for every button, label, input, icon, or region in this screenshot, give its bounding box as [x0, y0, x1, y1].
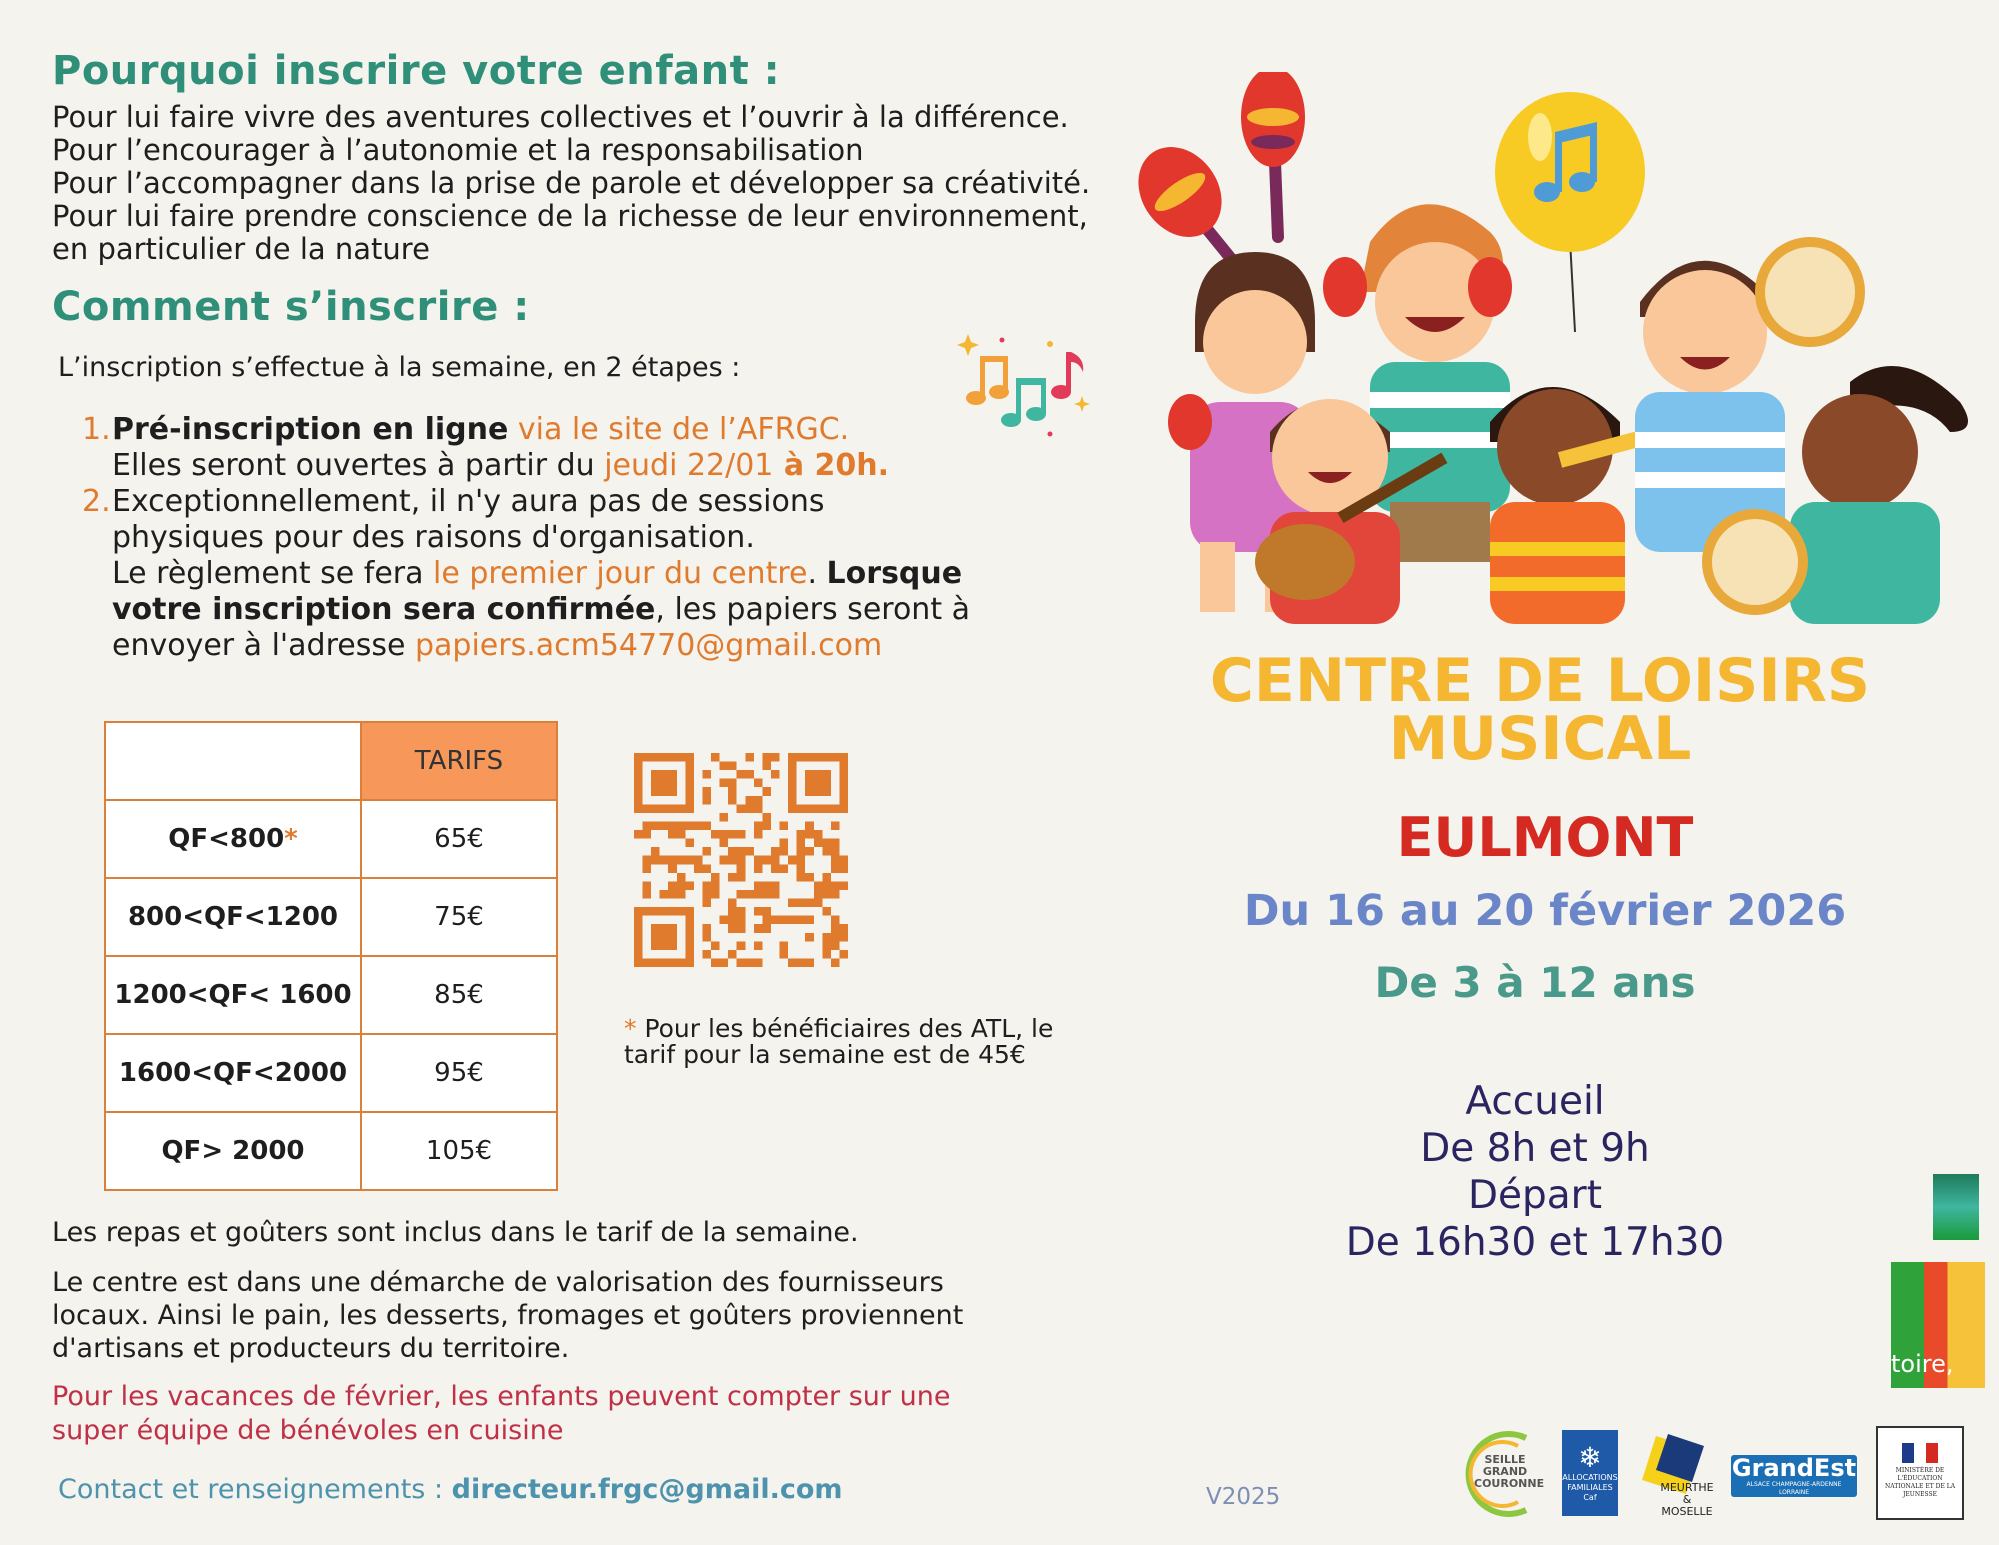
- grand-est-text: GrandEst: [1731, 1454, 1857, 1482]
- meurthe-moselle-logo: [1638, 1424, 1714, 1518]
- contact-email-link[interactable]: directeur.frgc@gmail.com: [451, 1474, 843, 1505]
- step-2-text: Le règlement se fera: [112, 556, 434, 591]
- ministere-logo: [1876, 1426, 1964, 1520]
- schedule-line: De 16h30 et 17h30: [1345, 1220, 1725, 1265]
- title-line: CENTRE DE LOISIRS: [1209, 646, 1871, 716]
- table-row: [105, 1112, 557, 1190]
- local-line: locaux. Ainsi le pain, les desserts, fromages et goûters proviennent: [52, 1300, 964, 1331]
- volunteers-line: super équipe de bénévoles en cuisine: [52, 1415, 564, 1446]
- version-label: V2025: [1206, 1484, 1281, 1510]
- seille-grand-couronne-logo: [1456, 1428, 1545, 1520]
- how-intro: L’inscription s’effectue à la semaine, en 2 étapes :: [58, 352, 741, 383]
- step-2-text: , les papiers seront à: [655, 592, 970, 627]
- qf-label: QF> 2000: [105, 1112, 361, 1190]
- opening-time: à 20h.: [773, 448, 890, 483]
- schedule: [1150, 1078, 1920, 1266]
- edge-decoration: [1891, 1262, 1985, 1388]
- french-flag-icon: [1902, 1443, 1938, 1463]
- qf-label: QF<800: [168, 824, 285, 854]
- contact: [58, 1474, 843, 1505]
- papers-email-link[interactable]: papiers.acm54770@gmail.com: [414, 628, 883, 663]
- step-2-line: Exceptionnellement, il n'y aura pas de sessions: [112, 484, 825, 519]
- tarifs-table: [104, 721, 558, 1191]
- qf-star: *: [284, 824, 298, 854]
- grand-est-logo: [1731, 1455, 1857, 1497]
- qf-label: 1200<QF< 1600: [105, 956, 361, 1034]
- contact-label: Contact et renseignements :: [58, 1474, 452, 1505]
- why-line: Pour lui faire vivre des aventures collectives et l’ouvrir à la différence.: [52, 100, 1069, 134]
- schedule-line: De 8h et 9h: [1420, 1126, 1650, 1171]
- price: 75€: [361, 878, 557, 956]
- opening-date: jeudi 22/01: [604, 448, 774, 483]
- maracas-icon: [1130, 72, 1305, 282]
- local-text: [52, 1266, 963, 1365]
- qr-code-icon[interactable]: [634, 753, 848, 967]
- why-list: [52, 101, 1090, 266]
- children-music-illustration: [1130, 72, 1990, 624]
- why-line: en particulier de la nature: [52, 232, 430, 266]
- volunteers-line: Pour les vacances de février, les enfants peuvent compter sur une: [52, 1381, 951, 1412]
- seille-text: SEILLE GRAND COURONNE: [1474, 1453, 1545, 1490]
- step-2-bold: votre inscription sera confirmée: [112, 592, 656, 627]
- music-notes-icon: [950, 326, 1100, 441]
- step-2: [82, 484, 970, 664]
- note-text: tarif pour la semaine est de 45€: [624, 1040, 1026, 1069]
- dates: Du 16 au 20 février 2026: [1243, 886, 1847, 936]
- ministere-text: MINISTÈRE DE L'ÉDUCATION NATIONALE ET DE LA JEUNESSE: [1884, 1467, 1956, 1498]
- qf-label: 800<QF<1200: [105, 878, 361, 956]
- qf-label: 1600<QF<2000: [105, 1034, 361, 1112]
- step-1-title: Pré-inscription en ligne: [112, 412, 509, 447]
- grand-est-subtext: ALSACE CHAMPAGNE-ARDENNE LORRAINE: [1746, 1481, 1842, 1496]
- step-2-text: .: [807, 556, 827, 591]
- price: 65€: [361, 800, 557, 878]
- snowflake-icon: ❄: [1578, 1441, 1602, 1474]
- afrgc-site-link[interactable]: via le site de l’AFRGC.: [508, 412, 850, 447]
- title-line: MUSICAL: [1388, 704, 1692, 774]
- meals-text: Les repas et goûters sont inclus dans le tarif de la semaine.: [52, 1217, 859, 1248]
- table-row: [105, 956, 557, 1034]
- table-row: [105, 1034, 557, 1112]
- step-2-text: envoyer à l'adresse: [112, 628, 415, 663]
- balloon-icon: [1495, 92, 1645, 332]
- note-star: *: [624, 1014, 637, 1043]
- how-title: Comment s’inscrire :: [52, 284, 530, 330]
- schedule-line: Départ: [1467, 1173, 1602, 1218]
- table-row: [105, 878, 557, 956]
- step-number: 2.: [82, 484, 111, 519]
- tarifs-header: TARIFS: [361, 722, 557, 800]
- why-line: Pour l’accompagner dans la prise de parole et développer sa créativité.: [52, 166, 1091, 200]
- edge-decoration: [1933, 1174, 1979, 1240]
- step-number: 1.: [82, 412, 111, 447]
- local-line: d'artisans et producteurs du territoire.: [52, 1333, 570, 1364]
- atl-note: [624, 1016, 1053, 1068]
- local-line: Le centre est dans une démarche de valorisation des fournisseurs: [52, 1267, 944, 1298]
- ages: De 3 à 12 ans: [1374, 958, 1696, 1007]
- step-2-line: physiques pour des raisons d'organisation.: [112, 520, 755, 555]
- price: 95€: [361, 1034, 557, 1112]
- step-1: [82, 412, 970, 484]
- town-name: EULMONT: [1396, 806, 1694, 869]
- registration-steps: [82, 412, 970, 664]
- why-line: Pour lui faire prendre conscience de la richesse de leur environnement,: [52, 199, 1088, 233]
- table-header-row: [105, 722, 557, 800]
- why-title: Pourquoi inscrire votre enfant :: [52, 48, 781, 94]
- centre-title: [1150, 646, 1930, 774]
- schedule-line: Accueil: [1465, 1079, 1605, 1124]
- note-text: Pour les bénéficiaires des ATL, le: [636, 1014, 1054, 1043]
- price: 105€: [361, 1112, 557, 1190]
- step-1-text: Elles seront ouvertes à partir du: [112, 448, 605, 483]
- why-line: Pour l’encourager à l’autonomie et la responsabilisation: [52, 133, 864, 167]
- caf-text: ALLOCATIONS FAMILIALES Caf: [1562, 1473, 1618, 1502]
- meurthe-text: MEURTHE & MOSELLE: [1660, 1481, 1714, 1518]
- first-day-text: le premier jour du centre: [433, 556, 808, 591]
- edge-text: toire,: [1891, 1350, 1954, 1378]
- price: 85€: [361, 956, 557, 1034]
- table-row: [105, 800, 557, 878]
- volunteers-text: [52, 1380, 950, 1448]
- caf-logo: [1562, 1430, 1618, 1516]
- step-2-bold: Lorsque: [826, 556, 963, 591]
- table-empty-cell: [105, 722, 361, 800]
